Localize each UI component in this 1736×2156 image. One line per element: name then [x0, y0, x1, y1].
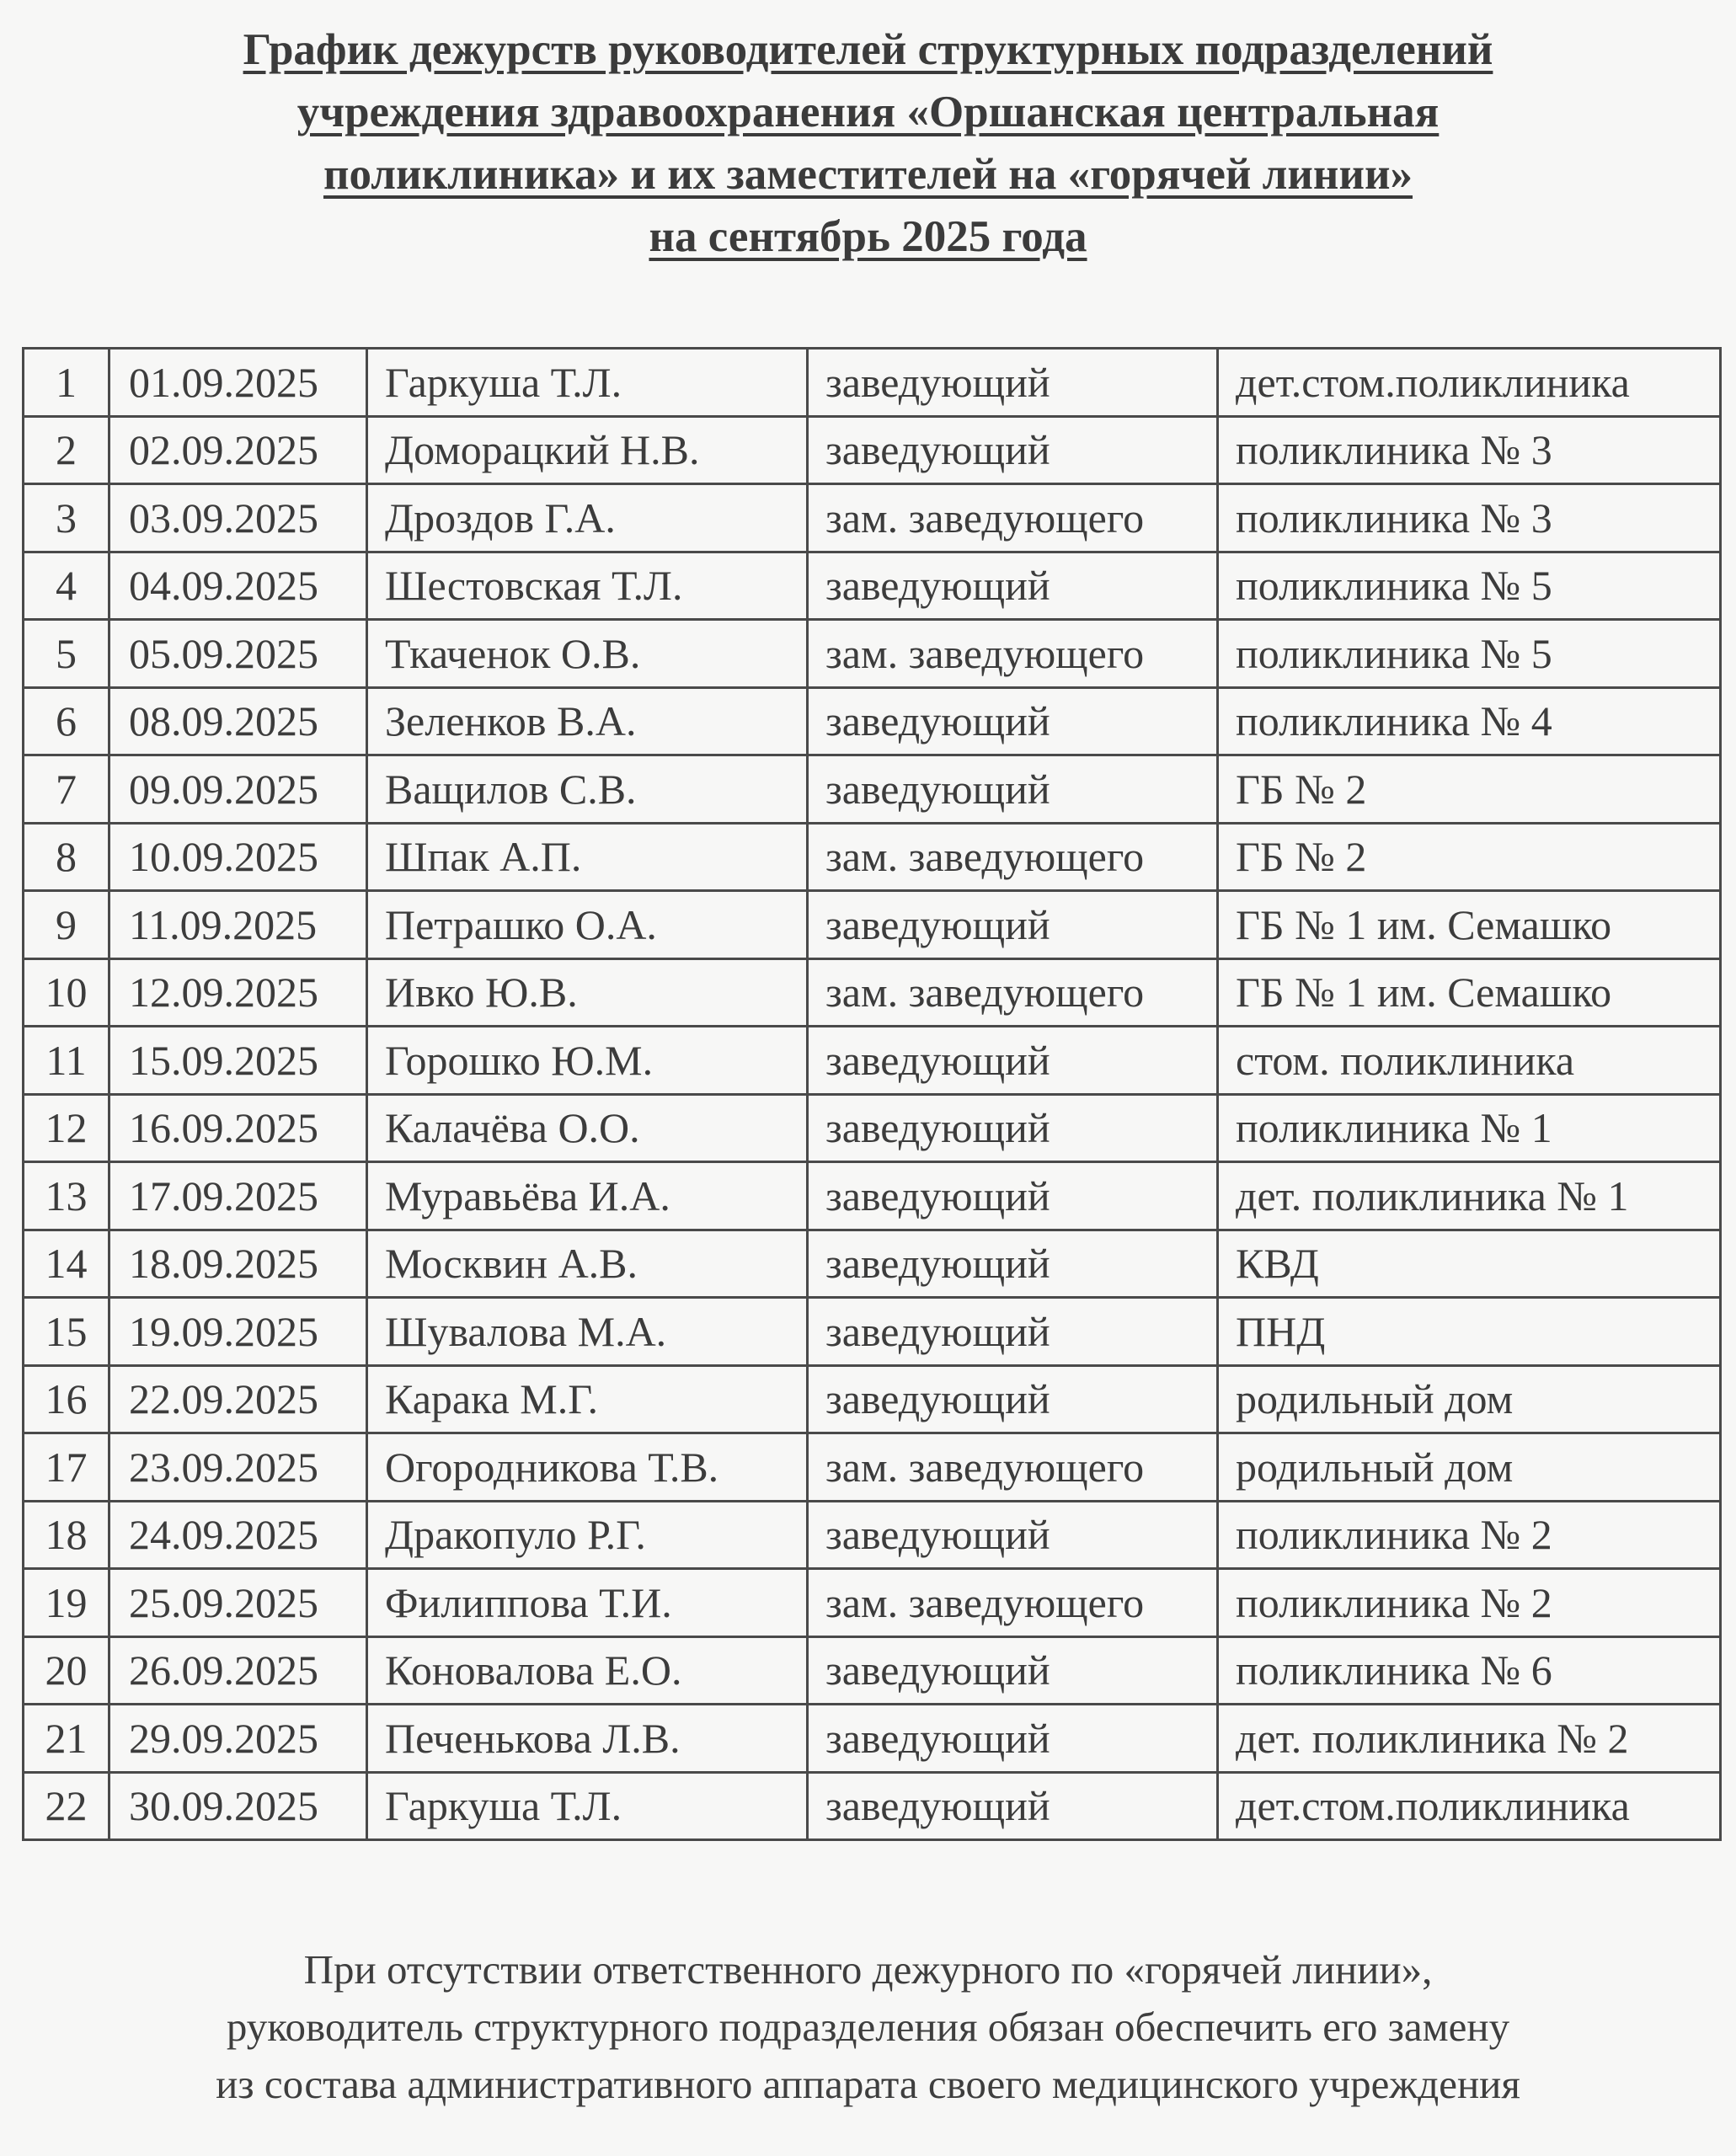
person-position: зам. заведующего: [808, 1569, 1218, 1637]
row-number: 15: [24, 1298, 110, 1366]
row-number: 7: [24, 755, 110, 824]
row-number: 13: [24, 1162, 110, 1230]
row-number: 8: [24, 823, 110, 891]
row-number: 11: [24, 1027, 110, 1095]
person-name: Филиппова Т.И.: [367, 1569, 808, 1637]
table-row: [24, 552, 1721, 620]
department-name: поликлиника № 2: [1218, 1569, 1721, 1637]
row-number: 1: [24, 349, 110, 417]
person-position: заведующий: [808, 1298, 1218, 1366]
duty-schedule-body: [24, 349, 1721, 1840]
person-name: Шпак А.П.: [367, 823, 808, 891]
person-position: заведующий: [808, 552, 1218, 620]
row-number: 3: [24, 484, 110, 552]
person-position: зам. заведующего: [808, 823, 1218, 891]
person-name: Горошко Ю.М.: [367, 1027, 808, 1095]
document-title: [0, 19, 1736, 268]
duty-date: 11.09.2025: [110, 891, 367, 959]
footer-line: из состава административного аппарата своего медицинского учреждения: [216, 2061, 1520, 2107]
table-row: [24, 416, 1721, 484]
table-row: [24, 891, 1721, 959]
department-name: родильный дом: [1218, 1433, 1721, 1502]
duty-date: 26.09.2025: [110, 1636, 367, 1705]
row-number: 10: [24, 958, 110, 1027]
person-position: заведующий: [808, 416, 1218, 484]
department-name: ГБ № 2: [1218, 755, 1721, 824]
person-name: Москвин А.В.: [367, 1230, 808, 1298]
row-number: 21: [24, 1705, 110, 1773]
department-name: дет.стом.поликлиника: [1218, 1772, 1721, 1840]
duty-date: 22.09.2025: [110, 1365, 367, 1433]
person-name: Гаркуша Т.Л.: [367, 1772, 808, 1840]
person-position: заведующий: [808, 1772, 1218, 1840]
duty-date: 10.09.2025: [110, 823, 367, 891]
duty-date: 09.09.2025: [110, 755, 367, 824]
duty-date: 15.09.2025: [110, 1027, 367, 1095]
duty-date: 23.09.2025: [110, 1433, 367, 1502]
row-number: 9: [24, 891, 110, 959]
table-row: [24, 1298, 1721, 1366]
person-position: зам. заведующего: [808, 1433, 1218, 1502]
duty-date: 18.09.2025: [110, 1230, 367, 1298]
table-row: [24, 484, 1721, 552]
footer-note: [0, 1941, 1736, 2113]
person-position: заведующий: [808, 687, 1218, 755]
duty-date: 25.09.2025: [110, 1569, 367, 1637]
department-name: поликлиника № 6: [1218, 1636, 1721, 1705]
table-row: [24, 1636, 1721, 1705]
person-position: заведующий: [808, 1705, 1218, 1773]
person-name: Калачёва О.О.: [367, 1094, 808, 1162]
table-row: [24, 1365, 1721, 1433]
row-number: 6: [24, 687, 110, 755]
person-name: Коновалова Е.О.: [367, 1636, 808, 1705]
table-row: [24, 620, 1721, 688]
table-row: [24, 349, 1721, 417]
person-position: зам. заведующего: [808, 620, 1218, 688]
title-line: на сентябрь 2025 года: [649, 212, 1087, 261]
duty-date: 12.09.2025: [110, 958, 367, 1027]
row-number: 17: [24, 1433, 110, 1502]
person-name: Зеленков В.А.: [367, 687, 808, 755]
person-position: заведующий: [808, 755, 1218, 824]
person-name: Ващилов С.В.: [367, 755, 808, 824]
person-name: Шестовская Т.Л.: [367, 552, 808, 620]
footer-line: руководитель структурного подразделения обязан обеспечить его замену: [226, 2004, 1510, 2050]
duty-date: 19.09.2025: [110, 1298, 367, 1366]
department-name: поликлиника № 3: [1218, 484, 1721, 552]
department-name: поликлиника № 2: [1218, 1501, 1721, 1569]
duty-date: 02.09.2025: [110, 416, 367, 484]
row-number: 16: [24, 1365, 110, 1433]
person-name: Карака М.Г.: [367, 1365, 808, 1433]
table-row: [24, 1027, 1721, 1095]
person-name: Ивко Ю.В.: [367, 958, 808, 1027]
department-name: ГБ № 1 им. Семашко: [1218, 958, 1721, 1027]
department-name: поликлиника № 5: [1218, 552, 1721, 620]
duty-date: 17.09.2025: [110, 1162, 367, 1230]
department-name: стом. поликлиника: [1218, 1027, 1721, 1095]
person-position: заведующий: [808, 891, 1218, 959]
department-name: дет.стом.поликлиника: [1218, 349, 1721, 417]
duty-schedule-table: [22, 347, 1722, 1841]
person-position: заведующий: [808, 1094, 1218, 1162]
row-number: 2: [24, 416, 110, 484]
person-name: Муравьёва И.А.: [367, 1162, 808, 1230]
department-name: дет. поликлиника № 2: [1218, 1705, 1721, 1773]
table-row: [24, 687, 1721, 755]
department-name: поликлиника № 3: [1218, 416, 1721, 484]
title-line: поликлиника» и их заместителей на «горячей линии»: [323, 150, 1413, 199]
title-line: учреждения здравоохранения «Оршанская центральная: [296, 88, 1440, 136]
duty-date: 24.09.2025: [110, 1501, 367, 1569]
person-name: Доморацкий Н.В.: [367, 416, 808, 484]
person-name: Петрашко О.А.: [367, 891, 808, 959]
department-name: поликлиника № 5: [1218, 620, 1721, 688]
table-row: [24, 1772, 1721, 1840]
person-name: Гаркуша Т.Л.: [367, 349, 808, 417]
person-position: заведующий: [808, 1027, 1218, 1095]
person-name: Шувалова М.А.: [367, 1298, 808, 1366]
person-name: Огородникова Т.В.: [367, 1433, 808, 1502]
duty-date: 16.09.2025: [110, 1094, 367, 1162]
table-row: [24, 1094, 1721, 1162]
person-position: зам. заведующего: [808, 958, 1218, 1027]
table-row: [24, 958, 1721, 1027]
row-number: 12: [24, 1094, 110, 1162]
row-number: 4: [24, 552, 110, 620]
row-number: 18: [24, 1501, 110, 1569]
person-position: заведующий: [808, 1501, 1218, 1569]
duty-date: 30.09.2025: [110, 1772, 367, 1840]
row-number: 22: [24, 1772, 110, 1840]
department-name: ГБ № 1 им. Семашко: [1218, 891, 1721, 959]
duty-date: 03.09.2025: [110, 484, 367, 552]
person-position: заведующий: [808, 1365, 1218, 1433]
person-name: Ткаченок О.В.: [367, 620, 808, 688]
table-row: [24, 1569, 1721, 1637]
duty-date: 04.09.2025: [110, 552, 367, 620]
table-row: [24, 1162, 1721, 1230]
row-number: 5: [24, 620, 110, 688]
person-position: заведующий: [808, 1230, 1218, 1298]
table-row: [24, 1501, 1721, 1569]
department-name: родильный дом: [1218, 1365, 1721, 1433]
table-row: [24, 1230, 1721, 1298]
row-number: 20: [24, 1636, 110, 1705]
department-name: дет. поликлиника № 1: [1218, 1162, 1721, 1230]
person-position: заведующий: [808, 1636, 1218, 1705]
duty-date: 01.09.2025: [110, 349, 367, 417]
department-name: КВД: [1218, 1230, 1721, 1298]
title-line: График дежурств руководителей структурных подразделений: [243, 25, 1493, 74]
person-name: Печенькова Л.В.: [367, 1705, 808, 1773]
table-row: [24, 1433, 1721, 1502]
department-name: поликлиника № 4: [1218, 687, 1721, 755]
department-name: поликлиника № 1: [1218, 1094, 1721, 1162]
person-name: Дроздов Г.А.: [367, 484, 808, 552]
row-number: 14: [24, 1230, 110, 1298]
table-row: [24, 1705, 1721, 1773]
department-name: ГБ № 2: [1218, 823, 1721, 891]
duty-date: 08.09.2025: [110, 687, 367, 755]
person-name: Дракопуло Р.Г.: [367, 1501, 808, 1569]
person-position: зам. заведующего: [808, 484, 1218, 552]
table-row: [24, 755, 1721, 824]
row-number: 19: [24, 1569, 110, 1637]
department-name: ПНД: [1218, 1298, 1721, 1366]
person-position: заведующий: [808, 1162, 1218, 1230]
duty-date: 29.09.2025: [110, 1705, 367, 1773]
duty-date: 05.09.2025: [110, 620, 367, 688]
table-row: [24, 823, 1721, 891]
person-position: заведующий: [808, 349, 1218, 417]
footer-line: При отсутствии ответственного дежурного по «горячей линии»,: [303, 1946, 1433, 1993]
